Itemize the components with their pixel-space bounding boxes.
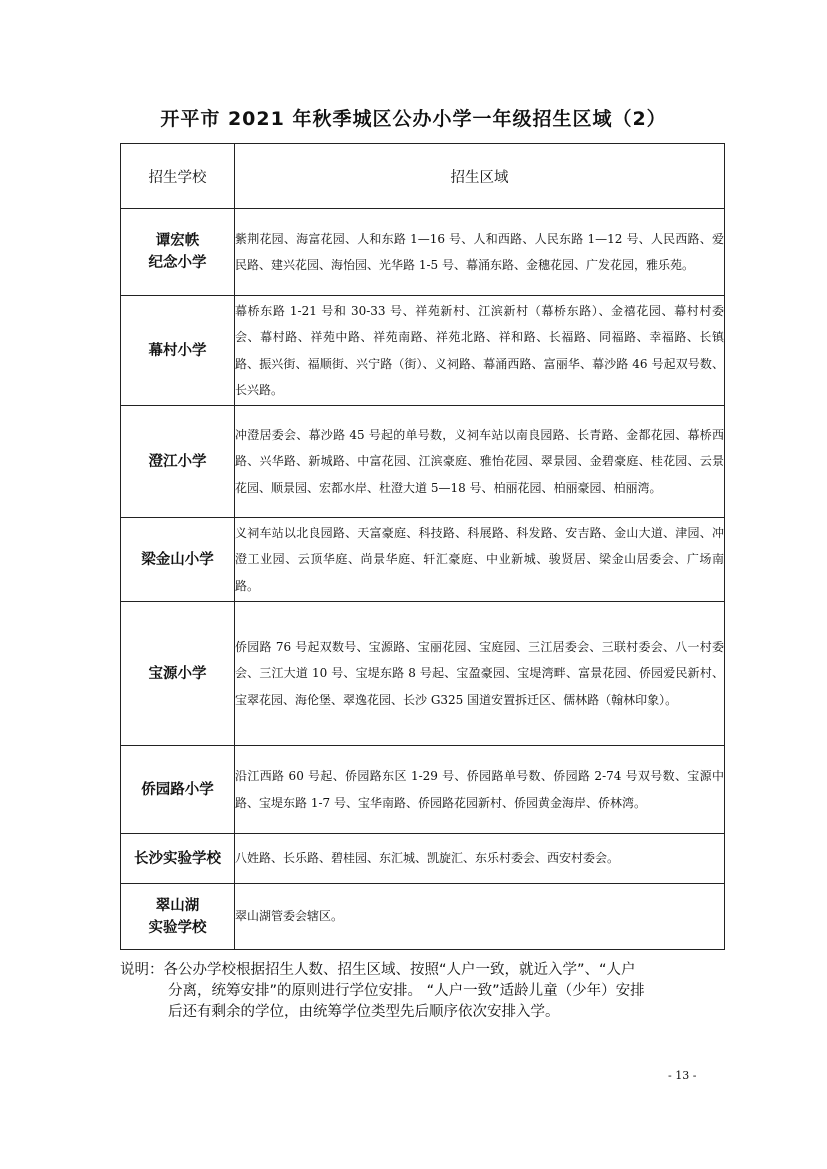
note-line: 分离，统筹安排”的原则进行学位安排。 “人户一致”适龄儿童（少年）安排: [168, 983, 645, 999]
enrollment-area: 冲澄居委会、幕沙路 45 号起的单号数，义祠车站以南良园路、长青路、金都花园、幕桥西路、兴华路、新城路、中富花园、江滨豪庭、雅怡花园、翠景园、金碧豪庭、桂花园、云景花园、顺景园、宏都水岸、杜澄大道 5—18 号、柏丽花园、柏丽豪园、柏丽湾。: [235, 406, 725, 518]
enrollment-area: 翠山湖管委会辖区。: [235, 884, 725, 950]
school-name: [121, 518, 235, 602]
table-row: [121, 518, 725, 602]
enrollment-area: 幕桥东路 1-21 号和 30-33 号、祥苑新村、江滨新村（幕桥东路）、金禧花园、幕村村委会、幕村路、祥苑中路、祥苑南路、祥苑北路、祥和路、长福路、同福路、幸福路、长镇路、振兴街、福顺街、兴宁路（街）、义祠路、幕涌西路、富丽华、幕沙路 46 号起双号数、长兴路。: [235, 296, 725, 406]
enrollment-zone-table: [120, 143, 725, 950]
school-name: [121, 834, 235, 884]
school-name-line1: 幕村小学: [148, 342, 207, 359]
enrollment-area: 八姓路、长乐路、碧桂园、东汇城、凯旋汇、东乐村委会、西安村委会。: [235, 834, 725, 884]
note-line: 后还有剩余的学位，由统筹学位类型先后顺序依次安排入学。: [168, 1004, 560, 1020]
header-school: 招生学校: [121, 144, 235, 209]
enrollment-area: 紫荆花园、海富花园、人和东路 1—16 号、人和西路、人民东路 1—12 号、人民西路、爱民路、建兴花园、海怡园、光华路 1-5 号、幕涌东路、金穗花园、广发花园，雅乐苑。: [235, 209, 725, 296]
table-row: [121, 746, 725, 834]
school-name-line1: 梁金山小学: [141, 551, 214, 568]
page-number: - 13 -: [668, 1069, 697, 1082]
school-name-line1: 长沙实验学校: [134, 850, 221, 867]
enrollment-area: 侨园路 76 号起双数号、宝源路、宝丽花园、宝庭园、三江居委会、三联村委会、八一村委会、三江大道 10 号、宝堤东路 8 号起、宝盈豪园、宝堤湾畔、富景花园、侨园爱民新村、宝翠花园、海伦堡、翠逸花园、长沙 G325 国道安置拆迁区、儒林路（翰林印象）。: [235, 602, 725, 746]
school-name-line1: 翠山湖: [155, 897, 200, 914]
school-name-line1: 侨园路小学: [141, 781, 214, 798]
table-header-row: [121, 144, 725, 209]
table-row: [121, 406, 725, 518]
table-row: [121, 884, 725, 950]
enrollment-area: 义祠车站以北良园路、天富豪庭、科技路、科展路、科发路、安吉路、金山大道、津园、冲澄工业园、云顶华庭、尚景华庭、轩汇豪庭、中业新城、骏贤居、梁金山居委会、广场南路。: [235, 518, 725, 602]
table-row: [121, 602, 725, 746]
school-name: [121, 406, 235, 518]
explanatory-note: [120, 960, 720, 1023]
school-name-line1: 澄江小学: [148, 453, 207, 470]
school-name: [121, 209, 235, 296]
school-name: [121, 746, 235, 834]
enrollment-area: 沿江西路 60 号起、侨园路东区 1-29 号、侨园路单号数、侨园路 2-74 号双号数、宝源中路、宝堤东路 1-7 号、宝华南路、侨园路花园新村、侨园黄金海岸、侨林湾。: [235, 746, 725, 834]
table-row: [121, 209, 725, 296]
school-name: [121, 602, 235, 746]
school-name: [121, 884, 235, 950]
school-name-line2: 实验学校: [148, 919, 207, 936]
school-name-line2: 纪念小学: [148, 255, 207, 271]
school-name: [121, 296, 235, 406]
document-title: 开平市 2021 年秋季城区公办小学一年级招生区域（2）: [160, 108, 667, 130]
table-row: [121, 296, 725, 406]
school-name-line1: 宝源小学: [148, 665, 207, 682]
table-row: [121, 834, 725, 884]
note-line: 说明：各公办学校根据招生人数、招生区域、按照“人户一致，就近入学”、“人户: [120, 962, 636, 978]
header-area: 招生区域: [235, 144, 725, 209]
school-name-line1: 谭宏帙: [155, 233, 200, 249]
